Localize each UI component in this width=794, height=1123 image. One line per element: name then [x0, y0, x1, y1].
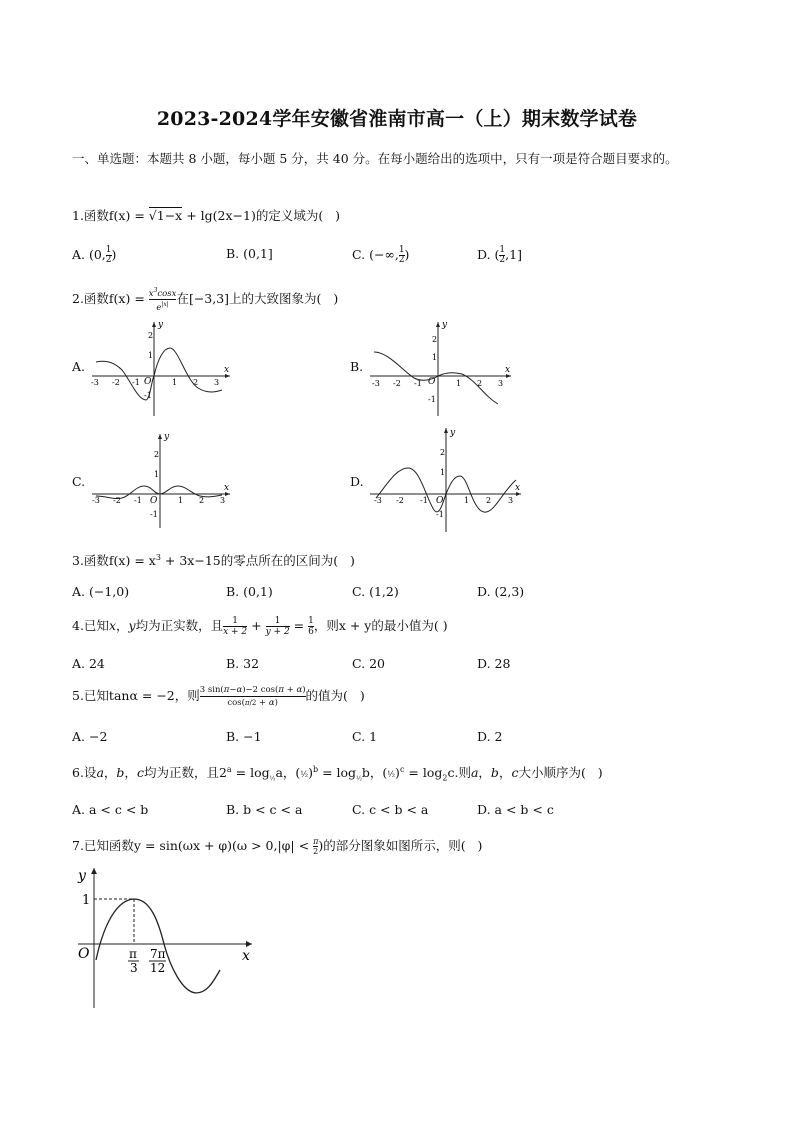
question-3-stem: 3.函数$f(x) = x^3 + 3x-15$的零点所在的区间为( )	[72, 552, 355, 568]
section-heading: 一、单选题：本题共 8 小题，每小题 5 分，共 40 分。在每小题给出的选项中，只有一项是符合题目要求的。	[72, 151, 678, 166]
svg-text:y: y	[158, 320, 164, 330]
q5-option-a: A. −2	[72, 729, 108, 744]
svg-text:π: π	[129, 947, 137, 961]
svg-text:1: 1	[440, 468, 446, 477]
q5-option-c: C. 1	[352, 729, 378, 744]
svg-text:3: 3	[220, 496, 226, 505]
svg-text:O: O	[144, 377, 152, 387]
page-title: 2023-2024学年安徽省淮南市高一（上）期末数学试卷	[156, 108, 638, 130]
q3-option-c: C. (1,2)	[352, 584, 399, 599]
svg-text:7π: 7π	[150, 947, 166, 961]
svg-text:-1: -1	[144, 391, 152, 400]
svg-text:3: 3	[214, 378, 220, 387]
question-4-stem: 4.已知x，y均为正实数，且 $\frac{1}{x + 2}$ + $\frac{1}{y + 2}$ = $\frac{1}{6}$ ，则x + y的最小值为( )	[72, 616, 448, 637]
svg-text:-3: -3	[374, 496, 382, 505]
svg-text:1: 1	[154, 470, 160, 479]
svg-text:2: 2	[193, 378, 199, 387]
svg-text:-3: -3	[91, 378, 99, 387]
svg-text:-1: -1	[428, 395, 436, 404]
q2-graph-d	[366, 424, 524, 534]
svg-text:-2: -2	[396, 496, 404, 505]
svg-text:2: 2	[477, 379, 483, 388]
q5-option-d: D. 2	[477, 729, 503, 744]
q2-option-c-label: C.	[72, 474, 86, 489]
svg-text:-3: -3	[372, 379, 380, 388]
svg-text:2: 2	[199, 496, 205, 505]
svg-text:2: 2	[440, 448, 446, 457]
q2-option-a-label: A.	[72, 359, 86, 374]
q4-option-c: C. 20	[352, 656, 385, 671]
svg-text:O: O	[150, 496, 158, 506]
svg-text:-1: -1	[414, 379, 422, 388]
q1-option-b: B. (0,1]	[226, 246, 273, 261]
svg-text:x: x	[515, 483, 521, 493]
q1-option-d: D. ( $\frac{1}{2}$ ,1]	[477, 245, 522, 265]
svg-text:3: 3	[508, 496, 514, 505]
svg-text:-1: -1	[150, 510, 158, 519]
svg-text:x: x	[505, 365, 511, 375]
q3-option-b: B. (0,1)	[226, 584, 273, 599]
question-1-stem	[72, 206, 340, 224]
svg-text:y: y	[164, 432, 170, 442]
q7-x-label: x	[242, 948, 250, 964]
q6-option-a: A. a < c < b	[72, 802, 149, 817]
q6-option-c: C. c < b < a	[352, 802, 429, 817]
q6-option-b: B. b < c < a	[226, 802, 303, 817]
svg-text:-2: -2	[113, 496, 121, 505]
svg-text:O: O	[428, 377, 436, 387]
svg-text:-1: -1	[436, 510, 444, 519]
q1-option-c: C. (−∞, $\frac{1}{2}$ )	[352, 245, 410, 265]
svg-text:2: 2	[148, 331, 154, 340]
q1-text: 1.函数f(x) = √1−x + lg(2x−1)的定义域为( )	[72, 208, 341, 223]
question-7-stem: 7.已知函数y = sin(ωx + φ)(ω > 0,|φ| < $\frac{\pi}{2}$ )的部分图象如图所示，则( )	[72, 837, 483, 856]
svg-text:-1: -1	[132, 378, 140, 387]
q2-option-d-label: D.	[350, 474, 364, 489]
svg-text:3: 3	[130, 961, 138, 975]
q5-option-b: B. −1	[226, 729, 262, 744]
q7-graph	[72, 862, 262, 1012]
svg-text:1: 1	[432, 353, 438, 362]
q7-origin: O	[78, 946, 90, 962]
svg-text:12: 12	[150, 961, 166, 975]
question-2-stem: 2.函数f(x) = $\frac{x^3\cos x}{e^{|x|}}$ 在[−3,3]上的大致图象为( )	[72, 287, 339, 313]
svg-text:y: y	[450, 428, 456, 438]
svg-text:1: 1	[178, 496, 184, 505]
q2-option-b-label: B.	[350, 359, 364, 374]
svg-text:3: 3	[498, 379, 504, 388]
svg-text:-3: -3	[92, 496, 100, 505]
q1-option-a: A. (0, $\frac{1}{2}$ )	[72, 245, 117, 265]
svg-text:x: x	[224, 483, 230, 493]
q3-option-d: D. (2,3)	[477, 584, 525, 599]
q4-option-d: D. 28	[477, 656, 511, 671]
svg-text:1: 1	[464, 496, 470, 505]
q6-option-d: D. a < b < c	[477, 802, 554, 817]
q3-option-a: A. (−1,0)	[72, 584, 130, 599]
svg-text:1: 1	[172, 378, 178, 387]
svg-text:-1: -1	[134, 496, 142, 505]
svg-text:2: 2	[432, 335, 438, 344]
q2-graph-a	[88, 318, 233, 418]
q7-y-label: y	[78, 868, 86, 884]
svg-text:1: 1	[148, 351, 154, 360]
svg-text:x: x	[224, 365, 230, 375]
svg-text:2: 2	[154, 450, 160, 459]
svg-text:2: 2	[486, 496, 492, 505]
svg-text:-2: -2	[112, 378, 120, 387]
svg-text:-2: -2	[393, 379, 401, 388]
question-5-stem: 5.已知tanα = −2，则 $\frac{3 \sin(\pi-\alpha)-2 \cos(\pi + \alpha)}{\cos(\pi/2 + \alpha)}$ 的值为( )	[72, 685, 365, 708]
svg-text:1: 1	[456, 379, 462, 388]
question-6-stem: 6.设a，b，c均为正数，且$2^a = \log_{\frac{1}{2}}a$，(½)$^b$ = $\log_{\frac{1}{2}}b$，(½)$^c$ = $\log_2c$.则a，b，c大小顺序为( )	[72, 764, 603, 783]
q2-graph-b	[366, 318, 514, 418]
svg-text:O: O	[436, 496, 444, 506]
q4-option-a: A. 24	[72, 656, 105, 671]
svg-text:-1: -1	[420, 496, 428, 505]
svg-text:y: y	[442, 320, 448, 330]
q4-option-b: B. 32	[226, 656, 260, 671]
q7-ytick-1: 1	[82, 893, 91, 908]
q2-graph-c	[88, 430, 233, 530]
